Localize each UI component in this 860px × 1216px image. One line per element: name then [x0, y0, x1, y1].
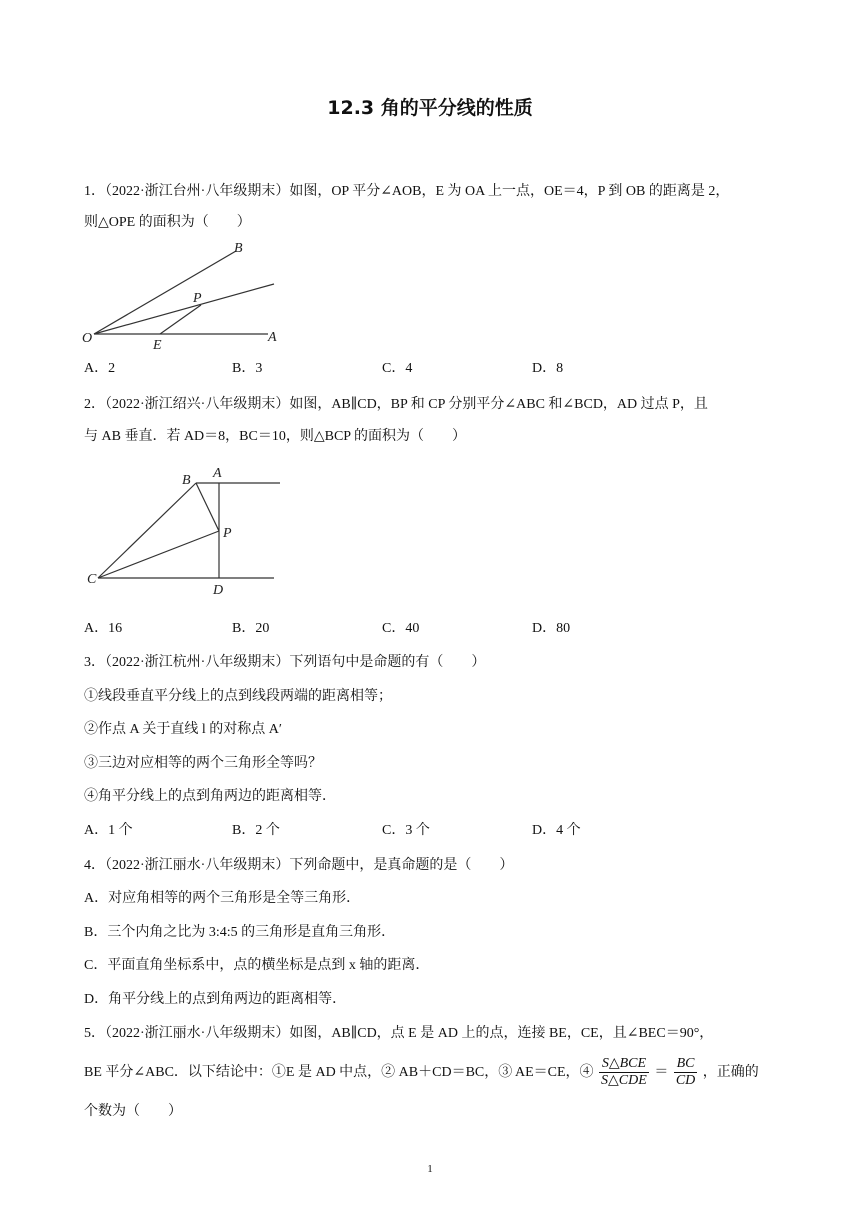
q3-option-c[interactable]: C．3 个	[382, 823, 430, 838]
q3-options	[84, 821, 784, 841]
q2-option-a[interactable]: A．16	[84, 621, 123, 636]
q1-label-a: A	[268, 330, 277, 345]
q4-choice-b[interactable]: B．三个内角之比为 3:4:5 的三角形是直角三角形．	[84, 925, 396, 940]
q5-fraction-area-num: S△BCE	[599, 1056, 649, 1073]
q5-stem-line2	[84, 1055, 784, 1093]
q3-item-2: ②作点 A 关于直线 l 的对称点 A′	[84, 722, 282, 737]
q1-stem-line1: 1．（2022·浙江台州·八年级期末）如图，OP 平分∠AOB，E 为 OA 上一点，OE＝4，P 到 OB 的距离是 2，	[84, 184, 730, 199]
q3-option-a[interactable]: A．1 个	[84, 823, 133, 838]
q1-options	[84, 359, 784, 379]
q2-label-a: A	[213, 466, 222, 481]
q1-label-p: P	[193, 291, 202, 306]
q2-options	[84, 619, 784, 639]
q2-label-p: P	[223, 526, 232, 541]
q5-fraction-sides-den: CD	[675, 1073, 696, 1089]
q1-label-e: E	[153, 338, 162, 353]
q2-figure	[84, 463, 284, 598]
q2-option-d[interactable]: D．80	[532, 621, 571, 636]
q4-choice-a[interactable]: A．对应角相等的两个三角形是全等三角形．	[84, 891, 361, 906]
q3-item-1: ①线段垂直平分线上的点到线段两端的距离相等；	[84, 689, 392, 704]
q1-ray-ob	[94, 251, 236, 334]
q2-label-c: C	[87, 572, 97, 587]
q5-equals: ＝	[654, 1065, 669, 1080]
q1-figure	[78, 238, 288, 353]
q5-fraction-area-den: S△CDE	[601, 1073, 647, 1089]
q3-stem: 3．（2022·浙江杭州·八年级期末）下列语句中是命题的有（ ）	[84, 655, 486, 670]
q4-choice-c[interactable]: C．平面直角坐标系中，点的横坐标是点到 x 轴的距离．	[84, 958, 430, 973]
q1-stem-line2: 则△OPE 的面积为（ ）	[84, 215, 251, 230]
q1-label-b: B	[234, 241, 243, 256]
q1-ray-op	[94, 284, 274, 334]
q5-fraction-sides	[674, 1056, 697, 1089]
q5-fraction-sides-num: BC	[674, 1056, 697, 1073]
q1-option-d[interactable]: D．8	[532, 361, 564, 376]
q3-option-d[interactable]: D．4 个	[532, 823, 581, 838]
q2-option-b[interactable]: B．20	[232, 621, 270, 636]
q1-option-b[interactable]: B．3	[232, 361, 263, 376]
q2-label-d: D	[213, 583, 224, 598]
q1-option-a[interactable]: A．2	[84, 361, 116, 376]
page-number: 1	[427, 1163, 433, 1175]
q2-segment-bc	[98, 483, 196, 578]
q4-stem: 4．（2022·浙江丽水·八年级期末）下列命题中，是真命题的是（ ）	[84, 858, 514, 873]
q5-stem-line3: 个数为（ ）	[84, 1104, 182, 1119]
q2-label-b: B	[182, 473, 191, 488]
q5-line2-text: BE 平分∠ABC．以下结论中：①E 是 AD 中点，② AB＋CD＝BC，③ AE＝CE，④	[84, 1065, 594, 1080]
q2-segment-bp	[196, 483, 219, 531]
q2-stem-line2: 与 AB 垂直．若 AD＝8，BC＝10，则△BCP 的面积为（ ）	[84, 429, 467, 444]
q2-segment-cp	[98, 531, 219, 578]
q2-stem-line1: 2．（2022·浙江绍兴·八年级期末）如图，AB∥CD，BP 和 CP 分别平分∠ABC 和∠BCD，AD 过点 P，且	[84, 397, 708, 412]
q3-item-4: ④角平分线上的点到角两边的距离相等．	[84, 789, 336, 804]
q5-line2-tail: ，正确的	[702, 1065, 759, 1080]
q1-label-o: O	[82, 331, 93, 346]
q4-choice-d[interactable]: D．角平分线上的点到角两边的距离相等．	[84, 992, 347, 1007]
q3-item-3: ③三边对应相等的两个三角形全等吗？	[84, 756, 322, 771]
q5-fraction-area	[599, 1056, 649, 1089]
q3-option-b[interactable]: B．2 个	[232, 823, 280, 838]
q2-option-c[interactable]: C．40	[382, 621, 420, 636]
q1-option-c[interactable]: C．4	[382, 361, 413, 376]
q5-stem-line1: 5．（2022·浙江丽水·八年级期末）如图，AB∥CD，点 E 是 AD 上的点，连接 BE，CE，且∠BEC＝90°，	[84, 1026, 714, 1041]
page-title: 12.3 角的平分线的性质	[327, 97, 533, 119]
